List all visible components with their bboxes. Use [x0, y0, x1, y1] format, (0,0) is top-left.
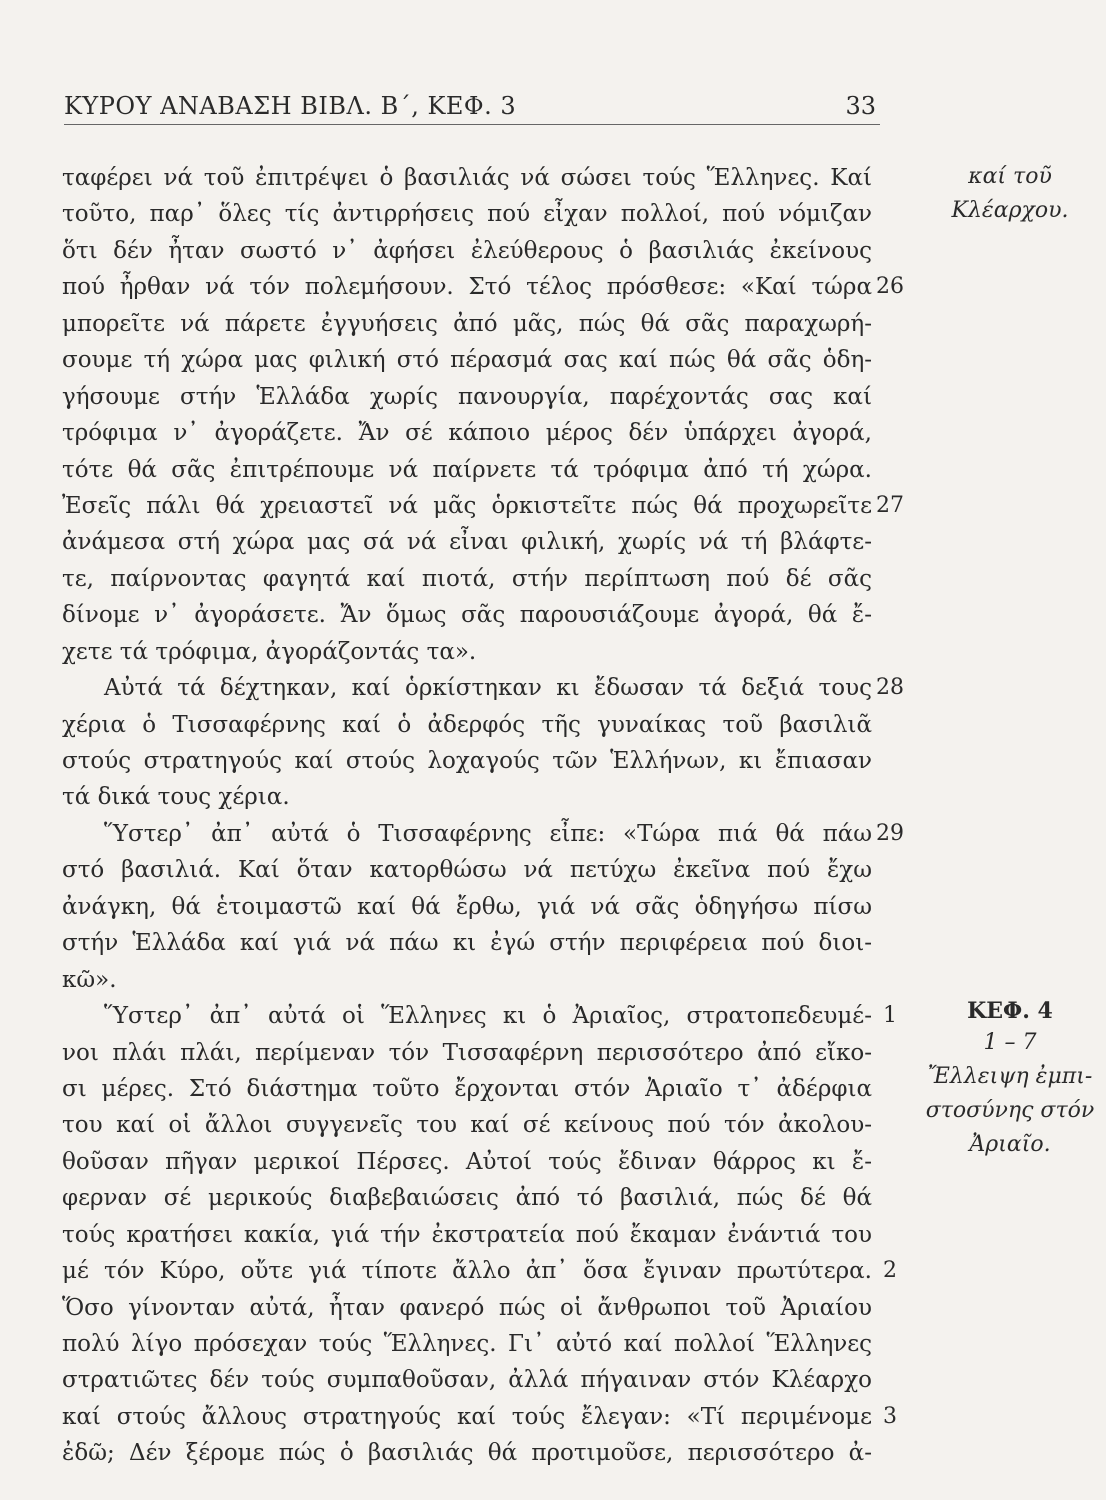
text-line: στούς στρατηγούς καί στούς λοχαγούς τῶν Ἑλλήνων, κι ἔπιασαν — [62, 748, 872, 774]
margin-note-line: Ἔλλειψη ἐμπι- — [927, 1064, 1093, 1089]
text-line: χέρια ὁ Τισσαφέρνης καί ὁ ἀδερφός τῆς γυναίκας τοῦ βασιλιᾶ — [62, 711, 872, 738]
text-line: ἀνάγκη, θά ἑτοιμαστῶ καί θά ἔρθω, γιά νά σᾶς ὁδηγήσω πίσω — [62, 893, 872, 920]
paragraph-start: Αὐτά τά δέχτηκαν, καί ὁρκίστηκαν κι ἔδωσαν τά δεξιά τους — [104, 675, 872, 702]
margin-note-line: Ἀριαῖο. — [969, 1132, 1051, 1157]
line-number: 27 — [876, 493, 904, 518]
text-line: φερναν σέ μερικούς διαβεβαιώσεις ἀπό τό βασιλιά, πώς δέ θά — [62, 1185, 872, 1212]
text-line: τούς κρατήσει κακία, γιά τήν ἐκστρατεία πού ἔκαμαν ἐνάντιά του — [62, 1221, 872, 1248]
text-line: ταφέρει νά τοῦ ἐπιτρέψει ὁ βασιλιάς νά σώσει τούς Ἕλληνες. Καί — [62, 165, 872, 191]
text-line: πολύ λίγο πρόσεχαν τούς Ἕλληνες. Γι᾽ αὐτό καί πολλοί Ἕλληνες — [62, 1331, 872, 1357]
text-line: τρόφιμα ν᾽ ἀγοράζετε. Ἄν σέ κάποιο μέρος δέν ὑπάρχει ἀγορά, — [62, 420, 872, 447]
text-line: κῶ». — [62, 966, 117, 993]
text-line: τε, παίρνοντας φαγητά καί πιοτά, στήν περίπτωση πού δέ σᾶς — [62, 565, 872, 592]
text-line: του καί οἱ ἄλλοι συγγενεῖς του καί σέ κείνους πού τόν ἀκολου- — [62, 1112, 872, 1139]
line-number: 28 — [876, 675, 904, 700]
header-rule — [64, 124, 880, 125]
text-line: στήν Ἑλλάδα καί γιά νά πάω κι ἐγώ στήν περιφέρεια πού διοι- — [62, 930, 872, 957]
text-line: σουμε τή χώρα μας φιλική στό πέρασμά σας καί πώς θά σᾶς ὁδη- — [62, 347, 872, 374]
line-number: 2 — [883, 1258, 897, 1283]
page-header — [64, 92, 878, 132]
text-line: δίνομε ν᾽ ἀγοράσετε. Ἄν ὅμως σᾶς παρουσιάζουμε ἀγορά, θά ἔ- — [62, 602, 872, 629]
chapter-heading: ΚΕΦ. 4 — [967, 998, 1053, 1024]
margin-note-line: στοσύνης στόν — [925, 1098, 1095, 1123]
text-line: ἐδῶ; Δέν ξέρομε πώς ὁ βασιλιάς θά προτιμοῦσε, περισσότερο ἀ- — [62, 1440, 872, 1467]
text-line: καί στούς ἄλλους στρατηγούς καί τούς ἔλεγαν: «Τί περιμένομε — [62, 1403, 872, 1430]
text-line: τοῦτο, παρ᾽ ὅλες τίς ἀντιρρήσεις πού εἶχαν πολλοί, πού νόμιζαν — [62, 201, 872, 228]
margin-note-line: καί τοῦ — [968, 164, 1052, 189]
text-line: γήσουμε στήν Ἑλλάδα χωρίς πανουργία, παρέχοντάς σας καί — [62, 383, 872, 410]
text-line: Ἐσεῖς πάλι θά χρειαστεῖ νά μᾶς ὁρκιστεῖτε πώς θά προχωρεῖτε — [62, 492, 872, 519]
body-text — [62, 160, 872, 1472]
margin-note-line: Κλέαρχου. — [951, 198, 1069, 223]
paragraph-start: Ὕστερ᾽ ἀπ᾽ αὐτά οἱ Ἕλληνες κι ὁ Ἀριαῖος, στρατοπεδευμέ- — [104, 1003, 872, 1030]
running-head: ΚΥΡΟΥ ΑΝΑΒΑΣΗ ΒΙΒΛ. Β΄, ΚΕΦ. 3 — [64, 92, 517, 120]
text-line: σι μέρες. Στό διάστημα τοῦτο ἔρχονται στόν Ἀριαῖο τ᾽ ἀδέρφια — [62, 1075, 872, 1102]
line-number: 1 — [883, 1003, 897, 1028]
paragraph-start: Ὕστερ᾽ ἀπ᾽ αὐτά ὁ Τισσαφέρνης εἶπε: «Τώρα πιά θά πάω — [104, 820, 872, 847]
line-number: 26 — [876, 274, 904, 299]
text-line: τά δικά τους χέρια. — [62, 784, 290, 811]
text-line: μπορεῖτε νά πάρετε ἐγγυήσεις ἀπό μᾶς, πώς θά σᾶς παραχωρή- — [62, 310, 872, 337]
text-line: νοι πλάι πλάι, περίμεναν τόν Τισσαφέρνη περισσότερο ἀπό εἴκο- — [62, 1039, 872, 1066]
text-line: Ὅσο γίνονταν αὐτά, ἦταν φανερό πώς οἱ ἄνθρωποι τοῦ Ἀριαίου — [62, 1294, 872, 1321]
line-number: 3 — [883, 1404, 897, 1429]
text-line: χετε τά τρόφιμα, ἀγοράζοντάς τα». — [62, 638, 477, 665]
line-number: 29 — [876, 821, 904, 846]
text-line: μέ τόν Κύρο, οὔτε γιά τίποτε ἄλλο ἀπ᾽ ὅσα ἔγιναν πρωτύτερα. — [62, 1258, 872, 1285]
text-line: στό βασιλιά. Καί ὅταν κατορθώσω νά πετύχω ἐκεῖνα πού ἔχω — [62, 857, 872, 884]
text-line: ἀνάμεσα στή χώρα μας σά νά εἶναι φιλική, χωρίς νά τή βλάφτε- — [62, 529, 872, 556]
chapter-range: 1 – 7 — [983, 1030, 1037, 1055]
text-line: ὅτι δέν ἦταν σωστό ν᾽ ἀφήσει ἐλεύθερους ὁ βασιλιάς ἐκείνους — [62, 237, 872, 264]
page-number: 33 — [845, 92, 876, 120]
text-line: θοῦσαν πῆγαν μερικοί Πέρσες. Αὐτοί τούς ἔδιναν θάρρος κι ἔ- — [62, 1148, 872, 1175]
text-line: στρατιῶτες δέν τούς συμπαθοῦσαν, ἀλλά πήγαιναν στόν Κλέαρχο — [62, 1367, 872, 1394]
text-line: πού ἦρθαν νά τόν πολεμήσουν. Στό τέλος πρόσθεσε: «Καί τώρα — [62, 274, 872, 301]
text-line: τότε θά σᾶς ἐπιτρέπουμε νά παίρνετε τά τρόφιμα ἀπό τή χώρα. — [62, 456, 872, 483]
